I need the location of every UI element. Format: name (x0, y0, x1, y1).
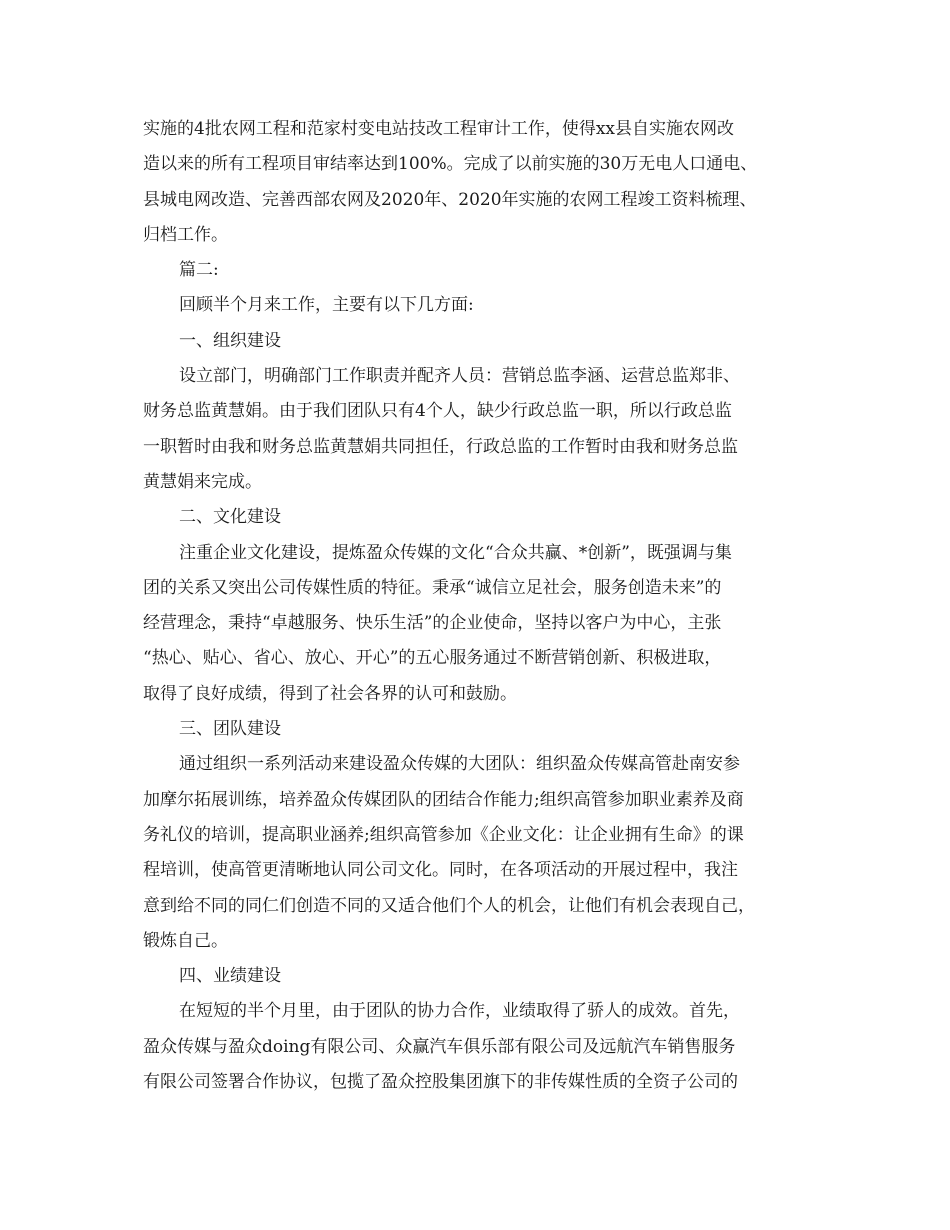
body-text-line: 设立部门，明确部门工作职责并配齐人员：营销总监李涵、运营总监郑非、 (179, 366, 740, 387)
body-text-line: 有限公司签署合作协议，包揽了盈众控股集团旗下的非传媒性质的全资子公司的 (143, 1072, 738, 1093)
body-text-line: 归档工作。 (143, 224, 228, 245)
body-text-line: “热心、贴心、省心、放心、开心”的五心服务通过不断营销创新、积极进取， (143, 648, 722, 669)
body-text-line: 经营理念，秉持“卓越服务、快乐生活”的企业使命，坚持以客户为中心，主张 (143, 613, 722, 634)
body-text-line: 注重企业文化建设，提炼盈众传媒的文化“合众共赢、*创新”，既强调与集 (179, 542, 732, 563)
body-text-line: 务礼仪的培训，提高职业涵养;组织高管参加《企业文化：让企业拥有生命》的课 (143, 824, 744, 845)
body-text-line: 财务总监黄慧娟。由于我们团队只有4个人，缺少行政总监一职，所以行政总监 (143, 401, 732, 422)
body-text-line: 锻炼自己。 (143, 930, 228, 951)
body-text-line: 造以来的所有工程项目审结率达到100%。完成了以前实施的30万无电人口通电、 (143, 154, 758, 175)
body-text-line: 盈众传媒与盈众doing有限公司、众赢汽车俱乐部有限公司及远航汽车销售服务 (143, 1036, 736, 1057)
body-text-line: 程培训，使高管更清晰地认同公司文化。同时，在各项活动的开展过程中，我注 (143, 860, 738, 881)
heading-performance: 四、业绩建设 (179, 966, 281, 987)
body-text-line: 加摩尔拓展训练，培养盈众传媒团队的团结合作能力;组织高管参加职业素养及商 (143, 789, 744, 810)
body-text-line: 一职暂时由我和财务总监黄慧娟共同担任，行政总监的工作暂时由我和财务总监 (143, 436, 738, 457)
heading-organization: 一、组织建设 (179, 330, 281, 351)
body-text-line: 黄慧娟来完成。 (143, 471, 262, 492)
body-text-line: 取得了良好成绩，得到了社会各界的认可和鼓励。 (143, 683, 517, 704)
body-text-line: 实施的4批农网工程和范家村变电站技改工程审计工作，使得xx县自实施农网改 (143, 119, 734, 139)
body-text-line: 县城电网改造、完善西部农网及2020年、2020年实施的农网工程竣工资料梳理、 (143, 189, 757, 210)
body-text-line: 团的关系又突出公司传媒性质的特征。秉承“诚信立足社会，服务创造未来”的 (143, 577, 722, 598)
body-text-line: 意到给不同的同仁们创造不同的又适合他们个人的机会，让他们有机会表现自己， (143, 895, 755, 916)
document-body (143, 112, 807, 1100)
intro-line: 回顾半个月来工作，主要有以下几方面: (179, 295, 474, 316)
body-text-line: 在短短的半个月里，由于团队的协力合作，业绩取得了骄人的成效。首先， (179, 1001, 740, 1022)
heading-team: 三、团队建设 (179, 719, 281, 740)
heading-culture: 二、文化建设 (179, 507, 281, 528)
body-text-line: 通过组织一系列活动来建设盈众传媒的大团队：组织盈众传媒高管赴南安参 (179, 754, 740, 775)
section-label-part-two: 篇二: (179, 260, 219, 281)
